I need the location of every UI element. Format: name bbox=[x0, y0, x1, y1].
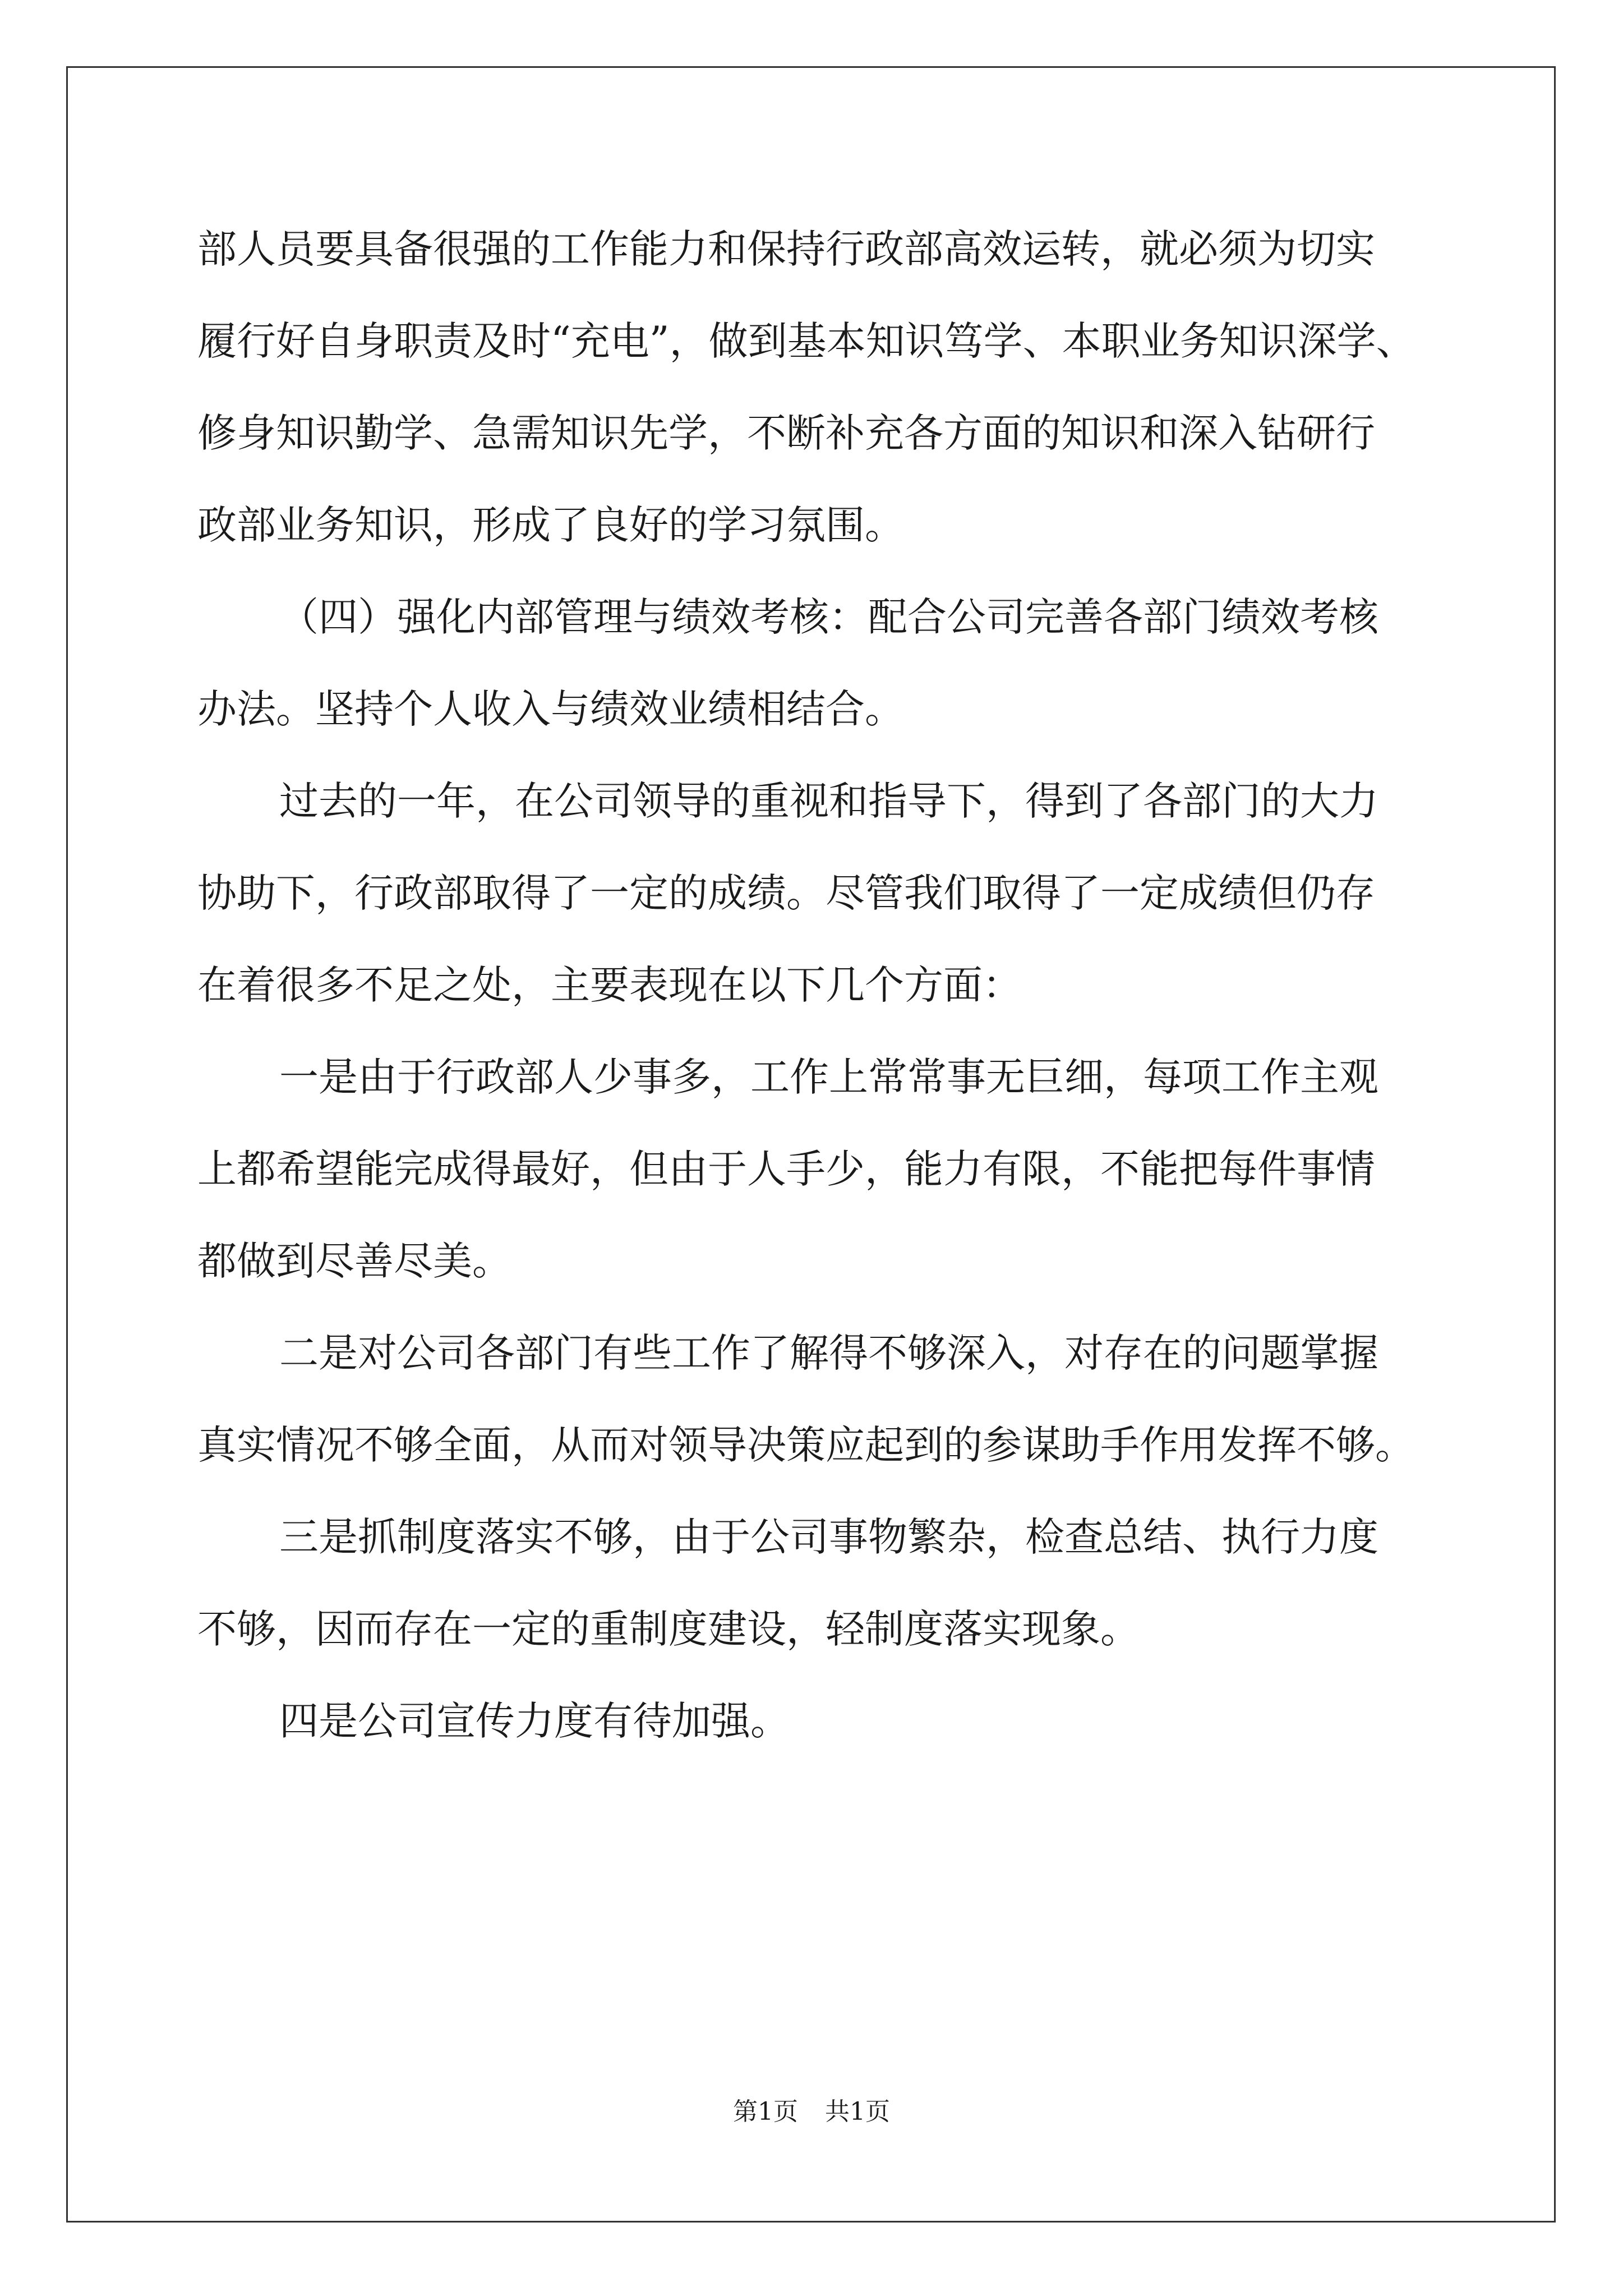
text-line: 不够，因而存在一定的重制度建设，轻制度落实现象。 bbox=[197, 1606, 1140, 1652]
text-line: 在着很多不足之处，主要表现在以下几个方面： bbox=[197, 962, 1022, 1008]
text-line: 部人员要具备很强的工作能力和保持行政部高效运转，就必须为切实 bbox=[197, 226, 1375, 272]
text-line: 四是公司宣传力度有待加强。 bbox=[279, 1698, 790, 1744]
text-line: 上都希望能完成得最好，但由于人手少，能力有限，不能把每件事情 bbox=[197, 1146, 1375, 1192]
text-line: 政部业务知识，形成了良好的学习氛围。 bbox=[197, 502, 904, 548]
text-line: 履行好自身职责及时“充电”，做到基本知识笃学、本职业务知识深学、 bbox=[197, 318, 1415, 364]
text-line: 过去的一年，在公司领导的重视和指导下，得到了各部门的大力 bbox=[279, 778, 1378, 824]
text-line: 都做到尽善尽美。 bbox=[197, 1238, 511, 1284]
text-line: 办法。坚持个人收入与绩效业绩相结合。 bbox=[197, 686, 904, 732]
text-line: （四）强化内部管理与绩效考核：配合公司完善各部门绩效考核 bbox=[279, 594, 1378, 640]
text-line: 一是由于行政部人少事多，工作上常常事无巨细，每项工作主观 bbox=[279, 1054, 1378, 1100]
text-line: 协助下，行政部取得了一定的成绩。尽管我们取得了一定成绩但仍存 bbox=[197, 870, 1375, 916]
text-line: 二是对公司各部门有些工作了解得不够深入，对存在的问题掌握 bbox=[279, 1330, 1378, 1376]
page-footer bbox=[0, 2091, 1623, 2127]
text-line: 修身知识勤学、急需知识先学，不断补充各方面的知识和深入钻研行 bbox=[197, 410, 1375, 456]
page-number: 第1页 bbox=[733, 2097, 798, 2126]
text-line: 真实情况不够全面，从而对领导决策应起到的参谋助手作用发挥不够。 bbox=[197, 1422, 1414, 1468]
page-total: 共1页 bbox=[825, 2097, 890, 2126]
text-line: 三是抓制度落实不够，由于公司事物繁杂，检查总结、执行力度 bbox=[279, 1514, 1378, 1560]
document-body bbox=[197, 203, 1487, 1767]
